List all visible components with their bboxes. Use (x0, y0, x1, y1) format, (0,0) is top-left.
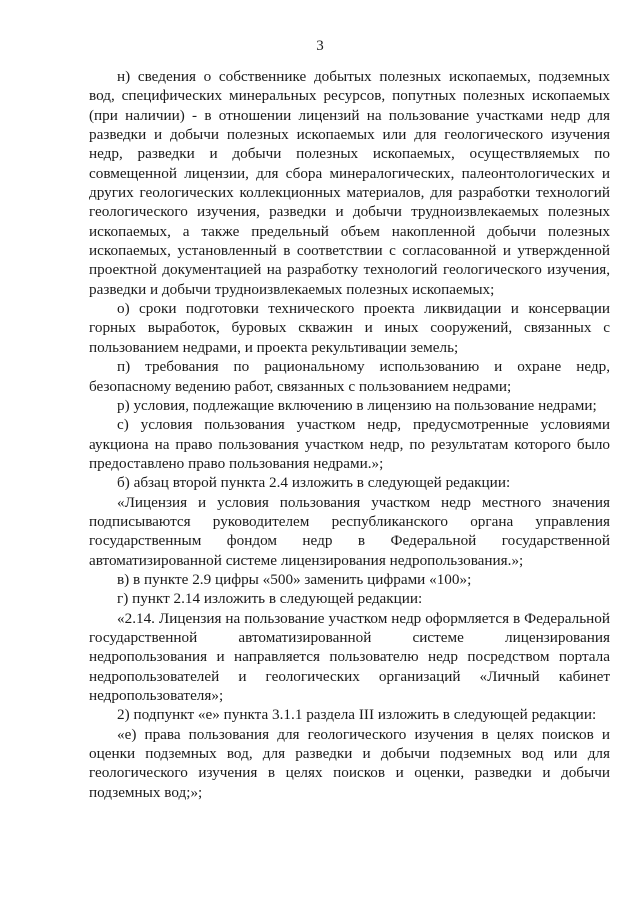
paragraph-v-clause-2-9: в) в пункте 2.9 цифры «500» заменить цифрами «100»; (117, 570, 472, 588)
paragraph-e-groundwater-rights: «е) права пользования для геологического изучения в целях поисков и оценки подземных вод, для разведки и добычи подземных вод или для геологического изучения в целях поисков и оценки, разведки и добычи подземных вод;»; (89, 725, 610, 801)
paragraph-b-clause-2-4: б) абзац второй пункта 2.4 изложить в следующей редакции: (117, 474, 511, 492)
paragraph-o-project-deadlines: о) сроки подготовки технического проекта ликвидации и консервации горных выработок, буровых скважин и иных сооружений, связанных с пользованием недрами, и проекта рекультивации земель; (89, 300, 610, 356)
document-body (89, 67, 610, 802)
paragraph-clause-2-14-text: «2.14. Лицензия на пользование участком недр оформляется в Федеральной государственной автоматизированной системе лицензирования недропользования и направляется пользователю недр посредством портала недропользователей и геологических организаций «Личный кабинет недропользователя»; (89, 609, 610, 704)
paragraph-clause-2-4-text: «Лицензия и условия пользования участком недр местного значения подписываются руководителем республиканского органа управления государственным фондом недр в Федеральной государственной автоматизированной системе лицензирования недропользования.»; (89, 493, 610, 569)
paragraph-p-protection-requirements: п) требования по рациональному использованию и охране недр, безопасному ведению работ, связанных с пользованием недрами; (89, 358, 610, 395)
paragraph-n-owner-info: н) сведения о собственнике добытых полезных ископаемых, подземных вод, специфических минеральных ресурсов, попутных полезных ископаемых (при наличии) - в отношении лицензий на пользование участками недр для разведки и добычи полезных ископаемых или для геологического изучения недр, разведки и добычи полезных ископаемых, осуществляемых по совмещенной лицензии, для сбора минералогических, палеонтологических и других геологических коллекционных материалов, для разработки технологий геологического изучения, разведки и добычи трудноизвлекаемых полезных ископаемых, а также предельный объем накопленной добычи полезных ископаемых, установленный в соответствии с согласованной и утвержденной проектной документацией на разработку технологий геологического изучения, разведки и добычи трудноизвлекаемых полезных ископаемых; (89, 68, 610, 298)
page-number: 3 (316, 38, 324, 54)
paragraph-2-subclause-3-1-1: 2) подпункт «е» пункта 3.1.1 раздела III изложить в следующей редакции: (117, 706, 597, 724)
paragraph-g-clause-2-14: г) пункт 2.14 изложить в следующей редакции: (117, 590, 423, 608)
paragraph-r-license-conditions: р) условия, подлежащие включению в лицензию на пользование недрами; (117, 396, 597, 414)
paragraph-s-auction-conditions: с) условия пользования участком недр, предусмотренные условиями аукциона на право пользования участком недр, по результатам которого было предоставлено право пользования недрами.»; (89, 416, 610, 472)
